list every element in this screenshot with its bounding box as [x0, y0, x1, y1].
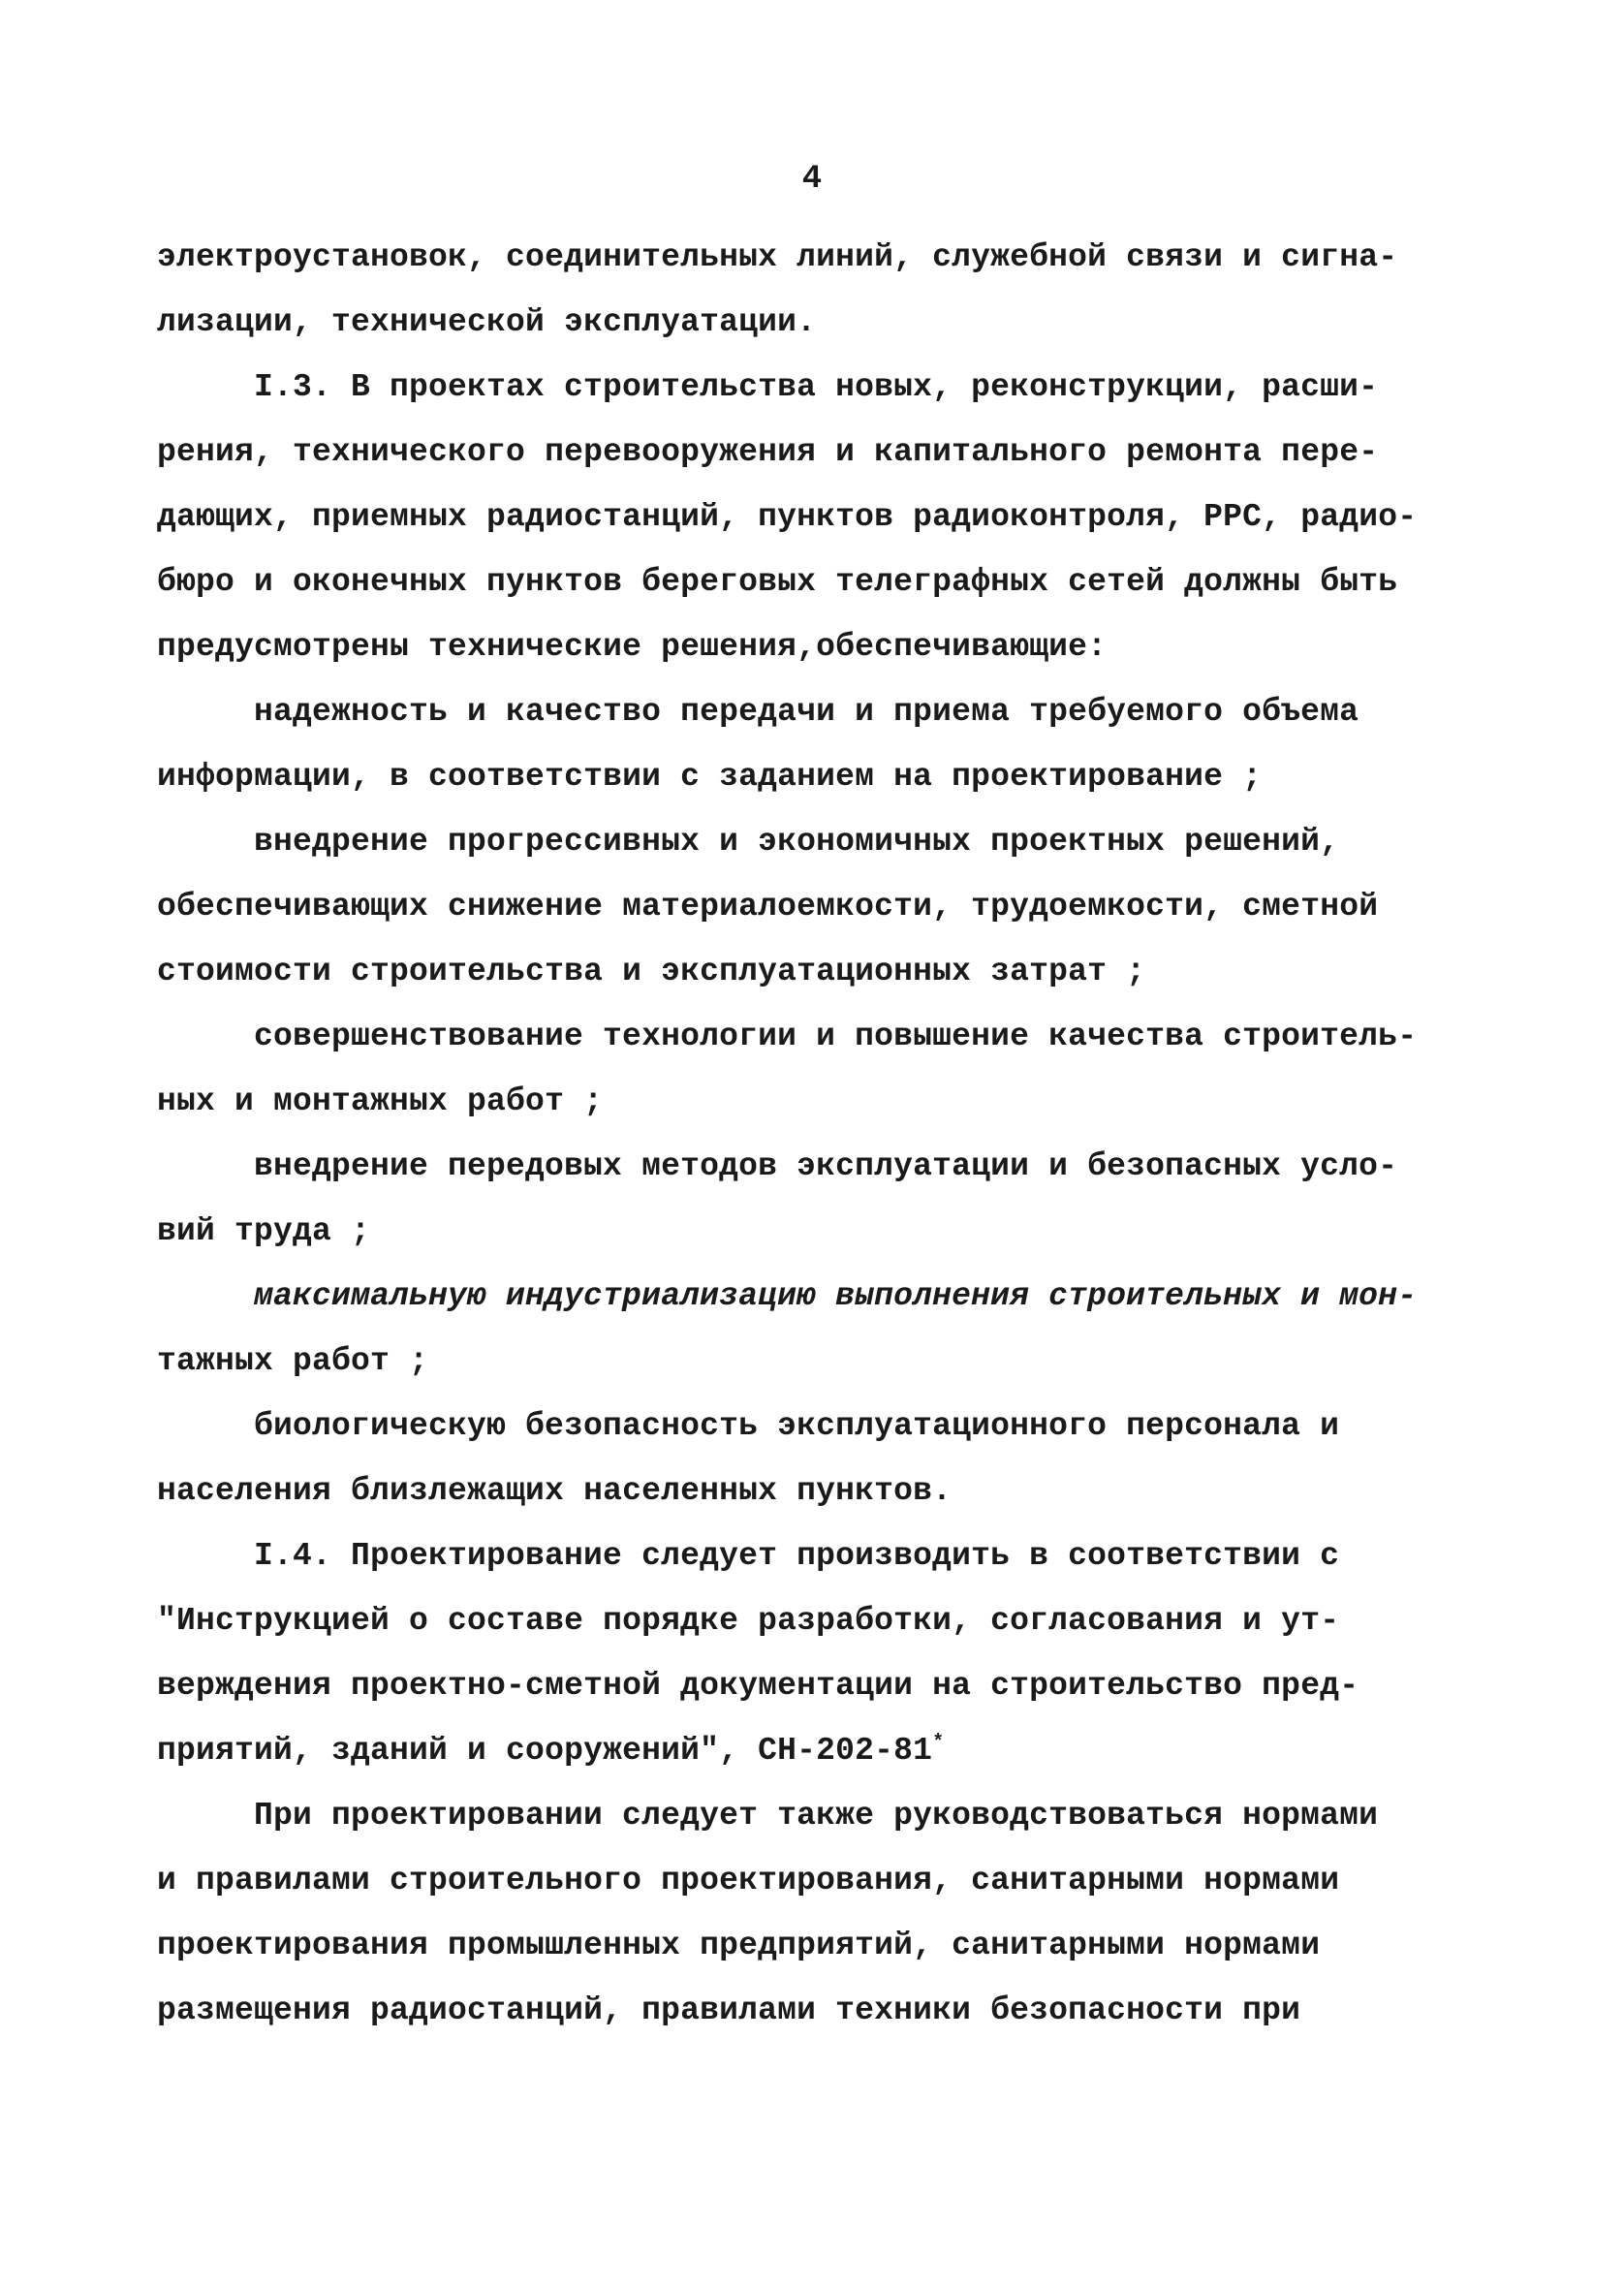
text-line: бюро и оконечных пунктов береговых телеграфных сетей должны быть — [157, 564, 1398, 600]
text-line: биологическую безопасность эксплуатационного персонала и — [254, 1408, 1340, 1444]
text-line: максимальную индустриализацию выполнения строительных и мон- — [254, 1278, 1418, 1314]
text-line: и правилами строительного проектирования, санитарными нормами — [157, 1863, 1340, 1898]
text-line: I.3. В проектах строительства новых, реконструкции, расши- — [254, 369, 1379, 405]
text-line-with-footnote — [157, 1718, 1455, 1783]
text-line: дающих, приемных радиостанций, пунктов радиоконтроля, РРС, радио- — [157, 499, 1418, 535]
text-line: приятий, зданий и сооружений", СН-202-81 — [157, 1733, 933, 1769]
text-line: проектирования промышленных предприятий, санитарными нормами — [157, 1928, 1321, 1963]
text-line: "Инструкцией о составе порядке разработки, согласования и ут- — [157, 1603, 1340, 1639]
text-line: вий труда ; — [157, 1213, 371, 1249]
footnote-mark: * — [932, 1732, 945, 1754]
text-line: верждения проектно-сметной документации на строительство пред- — [157, 1668, 1359, 1704]
text-line: рения, технического перевооружения и капитального ремонта пере- — [157, 434, 1379, 470]
text-line: стоимости строительства и эксплуатационных затрат ; — [157, 954, 1146, 989]
text-line: обеспечивающих снижение материалоемкости, трудоемкости, сметной — [157, 889, 1379, 925]
text-line: тажных работ ; — [157, 1343, 429, 1379]
document-body — [157, 225, 1455, 2043]
text-line: совершенствование технологии и повышение качества строитель- — [254, 1019, 1418, 1054]
text-line: ных и монтажных работ ; — [157, 1083, 604, 1119]
text-line: размещения радиостанций, правилами техники безопасности при — [157, 1992, 1301, 2028]
text-line: предусмотрены технические решения,обеспечивающие: — [157, 629, 1108, 665]
text-line: информации, в соответствии с заданием на проектирование ; — [157, 759, 1263, 795]
text-line: внедрение прогрессивных и экономичных проектных решений, — [254, 824, 1340, 860]
text-line: внедрение передовых методов эксплуатации и безопасных усло- — [254, 1148, 1398, 1184]
text-line: I.4. Проектирование следует производить в соответствии с — [254, 1538, 1340, 1574]
text-line: электроустановок, соединительных линий, служебной связи и сигна- — [157, 239, 1398, 275]
page-number: 4 — [801, 161, 823, 198]
text-line: При проектировании следует также руководствоваться нормами — [254, 1798, 1379, 1834]
text-line: населения близлежащих населенных пунктов. — [157, 1473, 953, 1509]
text-line: надежность и качество передачи и приема требуемого объема — [254, 694, 1359, 730]
text-line: лизации, технической эксплуатации. — [157, 304, 817, 340]
